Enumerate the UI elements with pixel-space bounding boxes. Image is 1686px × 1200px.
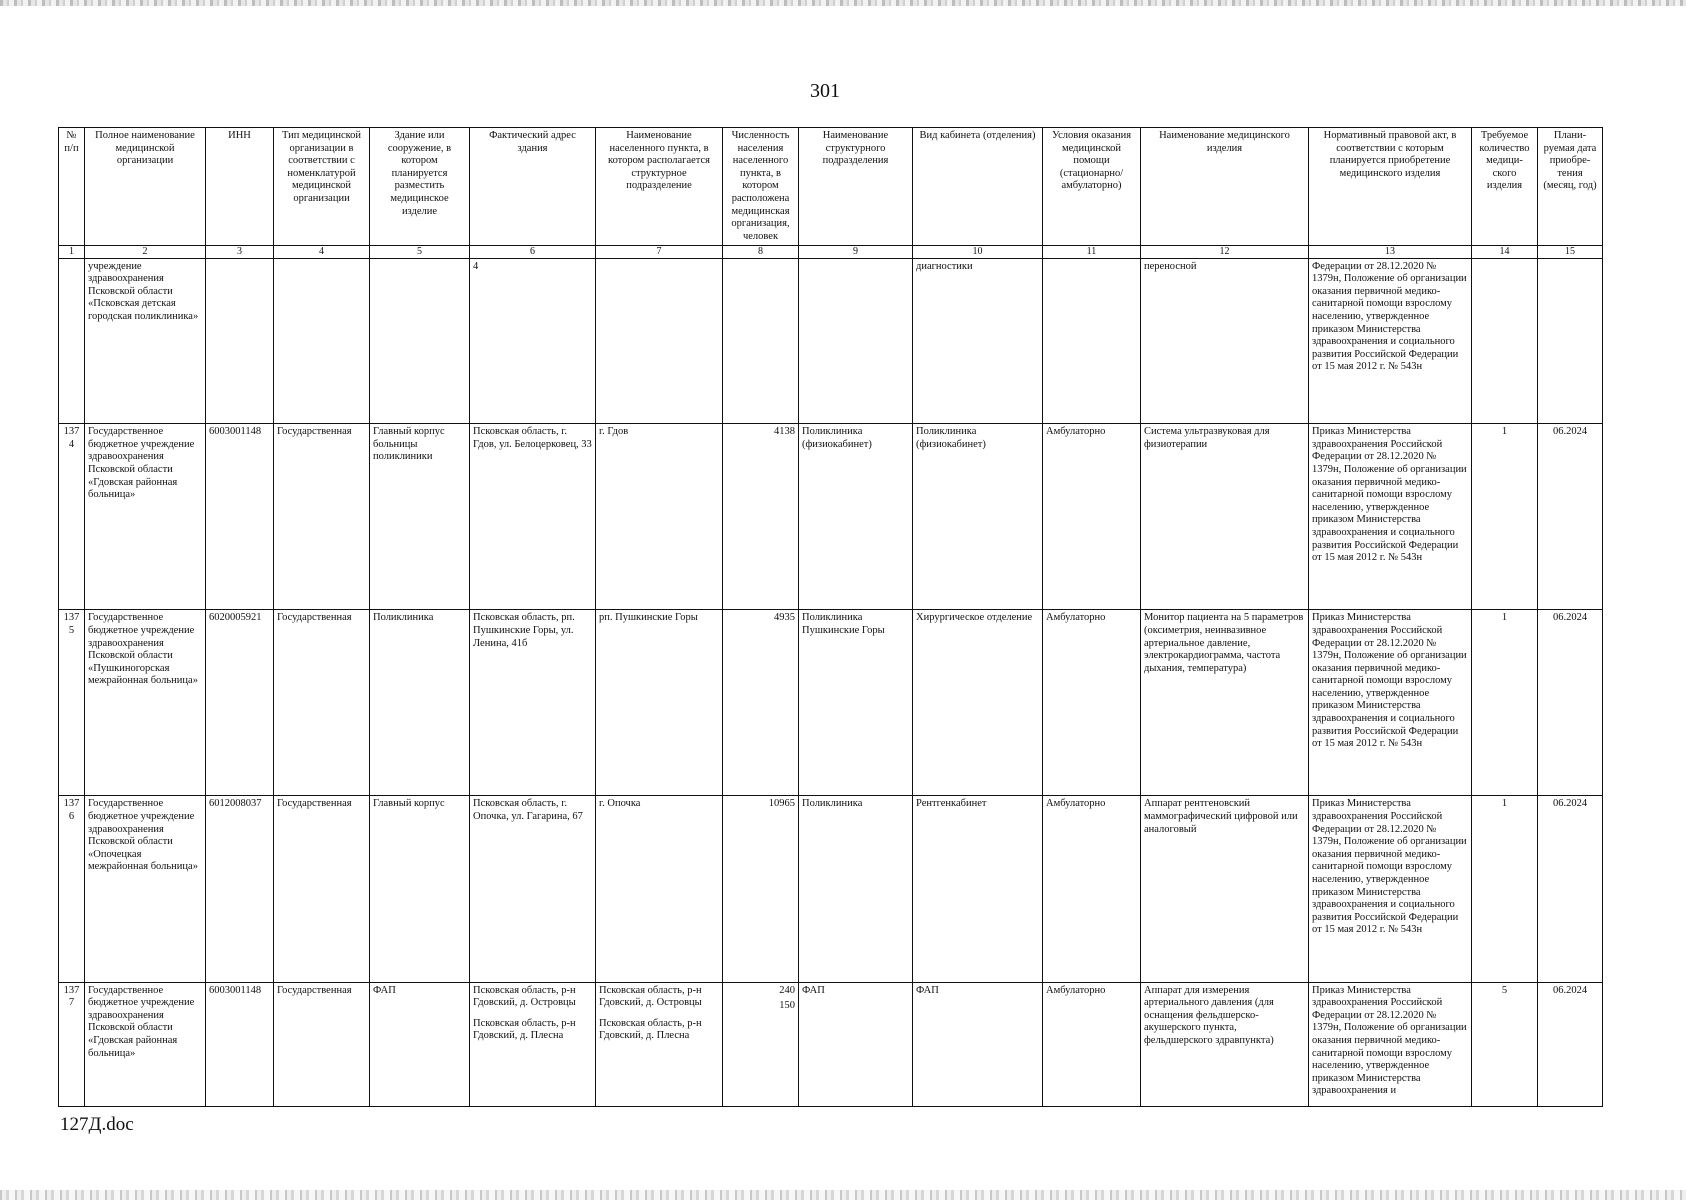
- planned-date: 06.2024: [1538, 424, 1603, 610]
- legal-act: Приказ Министерства здравоохранения Российской Федерации от 28.12.2020 № 1379н, Положение об организации оказания первичной медико-санитарной помощи взрослому населению, утвержденное приказом Министерства здравоохранения и социального развития Российской Федерации от 15 мая 2012 г. № 543н: [1309, 424, 1472, 610]
- column-number: 4: [274, 246, 370, 258]
- population: [723, 982, 799, 1106]
- column-number: 1: [59, 246, 85, 258]
- legal-act: Приказ Министерства здравоохранения Российской Федерации от 28.12.2020 № 1379н, Положение об организации оказания первичной медико-санитарной помощи взрослому населению, утвержденное приказом Министерства здравоохранения и: [1309, 982, 1472, 1106]
- population-value: 150: [779, 1000, 795, 1012]
- header-cell: Здание или сооружение, в котором планируется разместить медицинское изделие: [370, 128, 470, 246]
- header-cell: Полное наименование медицинской организации: [85, 128, 206, 246]
- row-number: [59, 258, 85, 424]
- cabinet-type: Хирургическое отделение: [913, 610, 1043, 796]
- header-cell: Тип медицинской организации в соответствии с номенклатурой медицинской организации: [274, 128, 370, 246]
- column-number: 13: [1309, 246, 1472, 258]
- column-number: 5: [370, 246, 470, 258]
- cabinet-type: ФАП: [913, 982, 1043, 1106]
- building: [370, 258, 470, 424]
- row-number: 1377: [59, 982, 85, 1106]
- care-conditions: Амбулаторно: [1043, 610, 1141, 796]
- organization-type: [274, 258, 370, 424]
- document-filename: 127Д.doc: [60, 1114, 134, 1135]
- organization-type: Государственная: [274, 982, 370, 1106]
- column-number: 3: [206, 246, 274, 258]
- column-number: 15: [1538, 246, 1603, 258]
- header-cell: Условия оказания медицинской помощи (стационарно/ амбулаторно): [1043, 128, 1141, 246]
- care-conditions: Амбулаторно: [1043, 796, 1141, 982]
- organization-name: Государственное бюджетное учреждение здравоохранения Псковской области «Пушкиногорская межрайонная больница»: [85, 610, 206, 796]
- cabinet-type: Поликлиника (физиокабинет): [913, 424, 1043, 610]
- quantity: [1472, 258, 1538, 424]
- structural-unit: Поликлиника (физиокабинет): [799, 424, 913, 610]
- legal-act: Приказ Министерства здравоохранения Российской Федерации от 28.12.2020 № 1379н, Положение об организации оказания первичной медико-санитарной помощи взрослому населению, утвержденное приказом Министерства здравоохранения и социального развития Российской Федерации от 15 мая 2012 г. № 543н: [1309, 610, 1472, 796]
- planned-date: 06.2024: [1538, 610, 1603, 796]
- header-cell: Требуемое количество медици-ского изделия: [1472, 128, 1538, 246]
- column-number: 14: [1472, 246, 1538, 258]
- page-number: 301: [810, 80, 840, 102]
- header-cell: № п/п: [59, 128, 85, 246]
- locality: рп. Пушкинские Горы: [596, 610, 723, 796]
- header-cell: Вид кабинета (отделения): [913, 128, 1043, 246]
- legal-act: Федерации от 28.12.2020 № 1379н, Положение об организации оказания первичной медико-санитарной помощи взрослому населению, утвержденное приказом Министерства здравоохранения и социального развития Российской Федерации от 15 мая 2012 г. № 543н: [1309, 258, 1472, 424]
- medical-device: переносной: [1141, 258, 1309, 424]
- address: Псковская область, г. Опочка, ул. Гагарина, 67: [470, 796, 596, 982]
- column-number: 9: [799, 246, 913, 258]
- organization-name: Государственное бюджетное учреждение здравоохранения Псковской области «Гдовская районная больница»: [85, 982, 206, 1106]
- population: 10965: [723, 796, 799, 982]
- column-number: 2: [85, 246, 206, 258]
- address-line: Псковская область, р-н Гдовский, д. Островцы: [473, 984, 576, 1009]
- column-number: 12: [1141, 246, 1309, 258]
- locality-line: Псковская область, р-н Гдовский, д. Плесна: [599, 1017, 702, 1042]
- header-cell: Наименование медицинского изделия: [1141, 128, 1309, 246]
- column-number: 8: [723, 246, 799, 258]
- header-cell: Фактический адрес здания: [470, 128, 596, 246]
- structural-unit: ФАП: [799, 982, 913, 1106]
- address: Псковская область, рп. Пушкинские Горы, ул. Ленина, 41б: [470, 610, 596, 796]
- address: Псковская область, г. Гдов, ул. Белоцерковец, 33: [470, 424, 596, 610]
- organization-name: Государственное бюджетное учреждение здравоохранения Псковской области «Опочецкая межрайонная больница»: [85, 796, 206, 982]
- address-line: Псковская область, р-н Гдовский, д. Плесна: [473, 1017, 576, 1042]
- header-cell: ИНН: [206, 128, 274, 246]
- locality: [596, 258, 723, 424]
- table-row: [59, 258, 1603, 424]
- organization-type: Государственная: [274, 424, 370, 610]
- column-number: 6: [470, 246, 596, 258]
- quantity: 1: [1472, 796, 1538, 982]
- header-cell: Численность населения населенного пункта, в котором расположена медицинская организация, человек: [723, 128, 799, 246]
- header-row: [59, 128, 1603, 246]
- inn: 6003001148: [206, 424, 274, 610]
- column-number-row: [59, 246, 1603, 258]
- inn: 6003001148: [206, 982, 274, 1106]
- locality: г. Гдов: [596, 424, 723, 610]
- locality-line: Псковская область, р-н Гдовский, д. Островцы: [599, 984, 702, 1009]
- column-number: 10: [913, 246, 1043, 258]
- row-number: 1374: [59, 424, 85, 610]
- table-row: [59, 424, 1603, 610]
- scan-edge-bottom: [0, 1190, 1686, 1200]
- address: [470, 982, 596, 1106]
- medical-device: Аппарат для измерения артериального давления (для оснащения фельдшерско-акушерского пункта, фельдшерского здравпункта): [1141, 982, 1309, 1106]
- population-value: 240: [779, 984, 795, 996]
- scan-edge-top: [0, 0, 1686, 6]
- inn: 6020005921: [206, 610, 274, 796]
- organization-type: Государственная: [274, 610, 370, 796]
- header-cell: Нормативный правовой акт, в соответствии с которым планируется приобретение медицинского изделия: [1309, 128, 1472, 246]
- legal-act: Приказ Министерства здравоохранения Российской Федерации от 28.12.2020 № 1379н, Положение об организации оказания первичной медико-санитарной помощи взрослому населению, утвержденное приказом Министерства здравоохранения и социального развития Российской Федерации от 15 мая 2012 г. № 543н: [1309, 796, 1472, 982]
- care-conditions: Амбулаторно: [1043, 982, 1141, 1106]
- locality: [596, 982, 723, 1106]
- row-number: 1376: [59, 796, 85, 982]
- building: Главный корпус: [370, 796, 470, 982]
- structural-unit: Поликлиника Пушкинские Горы: [799, 610, 913, 796]
- cabinet-type: Рентгенкабинет: [913, 796, 1043, 982]
- care-conditions: [1043, 258, 1141, 424]
- equipment-table: [58, 127, 1603, 1107]
- inn: 6012008037: [206, 796, 274, 982]
- planned-date: [1538, 258, 1603, 424]
- locality: г. Опочка: [596, 796, 723, 982]
- cabinet-type: диагностики: [913, 258, 1043, 424]
- table-row: [59, 982, 1603, 1106]
- medical-device: Система ультразвуковая для физиотерапии: [1141, 424, 1309, 610]
- column-number: 7: [596, 246, 723, 258]
- quantity: 1: [1472, 424, 1538, 610]
- header-cell: Наименование населенного пункта, в котором располагается структурное подразделение: [596, 128, 723, 246]
- quantity: 1: [1472, 610, 1538, 796]
- building: ФАП: [370, 982, 470, 1106]
- organization-name: Государственное бюджетное учреждение здравоохранения Псковской области «Гдовская районная больница»: [85, 424, 206, 610]
- header-cell: Плани-руемая дата приобре-тения (месяц, год): [1538, 128, 1603, 246]
- population: 4935: [723, 610, 799, 796]
- structural-unit: Поликлиника: [799, 796, 913, 982]
- row-number: 1375: [59, 610, 85, 796]
- planned-date: 06.2024: [1538, 982, 1603, 1106]
- quantity: 5: [1472, 982, 1538, 1106]
- address: 4: [470, 258, 596, 424]
- care-conditions: Амбулаторно: [1043, 424, 1141, 610]
- table-row: [59, 796, 1603, 982]
- population: [723, 258, 799, 424]
- inn: [206, 258, 274, 424]
- planned-date: 06.2024: [1538, 796, 1603, 982]
- organization-type: Государственная: [274, 796, 370, 982]
- population: 4138: [723, 424, 799, 610]
- medical-device: Монитор пациента на 5 параметров (оксиметрия, неинвазивное артериальное давление, электрокардиограмма, частота дыхания, температура): [1141, 610, 1309, 796]
- column-number: 11: [1043, 246, 1141, 258]
- organization-name: учреждение здравоохранения Псковской области «Псковская детская городская поликлиника»: [85, 258, 206, 424]
- building: Поликлиника: [370, 610, 470, 796]
- medical-device: Аппарат рентгеновский маммографический цифровой или аналоговый: [1141, 796, 1309, 982]
- header-cell: Наименование структурного подразделения: [799, 128, 913, 246]
- building: Главный корпус больницы поликлиники: [370, 424, 470, 610]
- table-row: [59, 610, 1603, 796]
- structural-unit: [799, 258, 913, 424]
